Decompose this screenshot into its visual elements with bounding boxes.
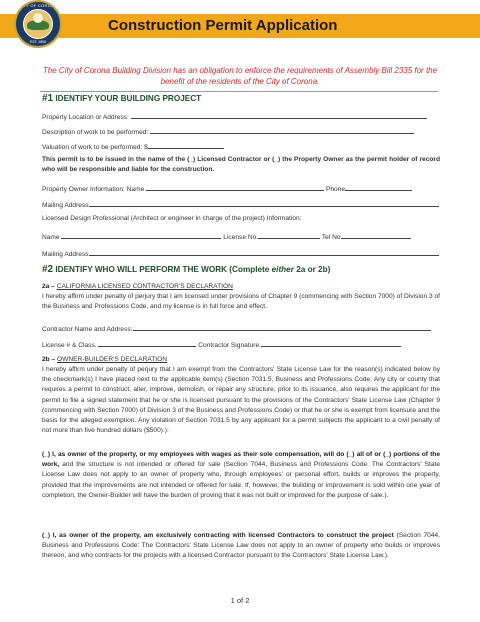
seal-bottom-text: EST. 1896 [29, 40, 47, 44]
page-number: 1 of 2 [230, 596, 250, 605]
divider [40, 91, 438, 92]
property-location-field[interactable] [131, 112, 427, 119]
contractor-declaration-text: I hereby affirm under penalty of perjury that I am licensed under provisions of Chapter 9 (commencing with Section 7000) of Division 3 of the Business and Professions Code, and my license is in full force and effect. [42, 293, 440, 311]
valuation-field[interactable] [148, 142, 224, 149]
owner-builder-declaration-text: I hereby affirm under penalty of perjury that I am exempt from the Contractors' State License Law for the reason(s) indicated below by the checkmark(s) I have placed next to the applicable item(s) (Section 7031.5, Business and Professions Code: Any city or county that requires a permit to construct, alter, improve, demolish, or repair any structure, prior to its issuance, also requires the applicant for the permit to file a signed statement that he or she is licensed pursuant to the provisions of the Contractors' State License Law (Chapter 9 (commencing with Section 7000) of Division 3 of the Business and Professions Code) or that he or she is exempt from licensure and the basis for the alleged exemption. Any violation of Section 7031.5 by any applicant for a permit subjects the applicant to a civil penalty of not more than five hundred dollars ($500).): [42, 366, 440, 435]
contractor-declaration-title: 2a – CALIFORNIA LICENSED CONTRACTOR'S DECLARATION [42, 283, 233, 290]
designer-info-row: Licensed Design Professional (Architect or engineer in charge of the project) Information: [42, 215, 302, 222]
section-2-heading: #2 IDENTIFY WHO WILL PERFORM THE WORK (Complete either 2a or 2b) [42, 264, 331, 275]
permit-holder-notice: This permit is to be issued in the name of the (_) Licensed Contractor or (_) the Property Owner as the permit holder of record who will be responsible and liable for the construction. [42, 156, 440, 173]
license-signature-row: License # & Class. Contractor Signature [42, 340, 442, 349]
owner-row: Property Owner Information: Name Phone [42, 184, 442, 193]
owner-builder-option-2: (_) I, as owner of the property, am exclusively contracting with licensed Contractors to construct the project (Section 7044, Business and Professions Code: The Contractors' State License Law does not apply to an owner of property who builds or improves thereon, and who contracts for the projects with a licensed Contractor pursuant to the Contractors' State License Law.). [42, 532, 440, 560]
valuation-row: Valuation of work to be performed: $ [42, 142, 442, 151]
contractor-name-row: Contractor Name and Address: [42, 324, 442, 333]
seal-top-text: CITY OF CORONA [18, 3, 58, 8]
mailing-address-field[interactable] [89, 200, 439, 207]
city-seal-logo [14, 0, 62, 48]
designer-row: Name License No. Tel No [42, 232, 442, 241]
owner-builder-option-1: (_) I, as owner of the property, or my employees with wages as their sole compensation, will do (_) all of or (_) portions of the work, and the structure is not intended or offered for sale (Section 7044, Business and Professions Code: The Contractors' State License Law does not apply to an owner of property who, through employees' or personal effort, builds or improves the property, provided that the improvements are not intended or offered for sale. If, however, the building or improvement is sold within one year of completion, the Owner-Builder will have the burden of proving that it was not built or improved for the purpose of sale.). [42, 451, 440, 499]
designer-mailing-field[interactable] [89, 249, 439, 256]
seal-emblem-icon [23, 9, 53, 39]
intro-notice: The City of Corona Building Division has an obligation to enforce the requirements of Assembly Bill 2335 for the benefit of the residents of the City of Corona. [42, 66, 438, 86]
property-location-row: Property Location or Address: [42, 112, 442, 121]
mailing2-row: Mailing Address [42, 249, 442, 258]
owner-phone-field[interactable] [345, 184, 412, 191]
description-field[interactable] [150, 127, 414, 134]
mailing-row: Mailing Address [42, 200, 442, 209]
designer-name-field[interactable] [61, 232, 221, 239]
section-1-heading: #1 IDENTIFY YOUR BUILDING PROJECT [42, 93, 202, 104]
designer-tel-field[interactable] [341, 232, 411, 239]
description-row: Description of work to be performed: [42, 127, 442, 136]
license-class-field[interactable] [98, 340, 196, 347]
contractor-name-field[interactable] [133, 324, 431, 331]
page-title: Construction Permit Application [108, 17, 338, 34]
contractor-signature-field[interactable] [261, 340, 401, 347]
owner-name-field[interactable] [146, 184, 324, 191]
owner-builder-declaration-title: 2b – OWNER-BUILDER'S DECLARATION [42, 356, 167, 363]
designer-license-field[interactable] [258, 232, 320, 239]
